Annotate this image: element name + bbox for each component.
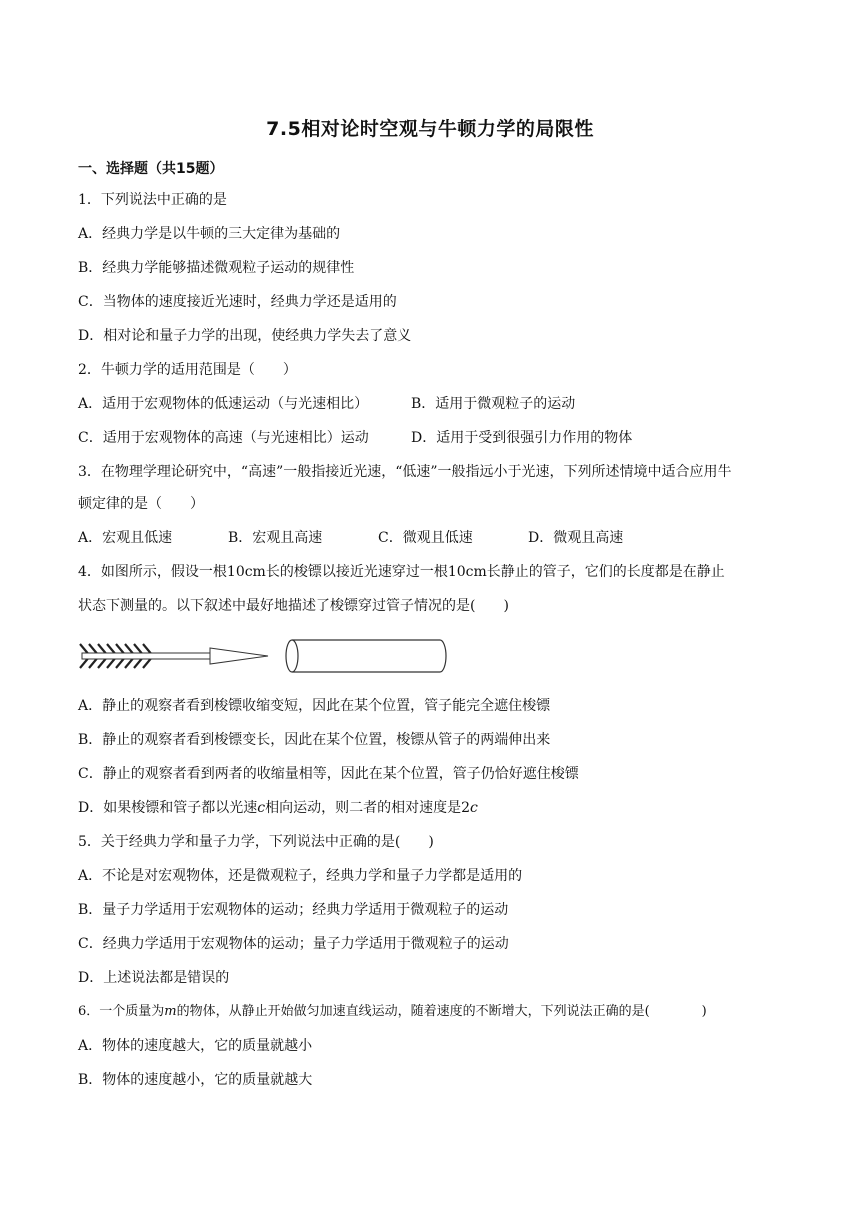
q3-option-b: B．宏观且高速 — [228, 530, 323, 546]
q1-option-c: C．当物体的速度接近光速时，经典力学还是适用的 — [78, 294, 397, 310]
q6-stem-var: m — [164, 1004, 177, 1019]
q4-option-c: C．静止的观察者看到两者的收缩量相等，因此在某个位置，管子仍恰好遮住梭镖 — [78, 766, 579, 782]
q5-option-a: A．不论是对宏观物体，还是微观粒子，经典力学和量子力学都是适用的 — [78, 868, 523, 884]
dart-and-tube-figure — [78, 636, 458, 680]
q3-option-a: A．宏观且低速 — [78, 530, 173, 546]
q4-option-d-prefix: D．如果梭镖和管子都以光速 — [78, 800, 258, 816]
question-4-stem-line1: 4．如图所示，假设一根10cm长的梭镖以接近光速穿过一根10cm长静止的管子，它们的长度都是在静止 — [78, 564, 725, 580]
q4-option-d — [78, 798, 478, 818]
q6-option-b: B．物体的速度越小，它的质量就越大 — [78, 1072, 313, 1088]
q6-option-a: A．物体的速度越大，它的质量就越小 — [78, 1038, 313, 1054]
q4-option-a: A．静止的观察者看到梭镖收缩变短，因此在某个位置，管子能完全遮住梭镖 — [78, 698, 551, 714]
page-title: 7.5相对论时空观与牛顿力学的局限性 — [266, 118, 594, 140]
question-6-stem — [78, 1002, 707, 1022]
q3-option-c: C．微观且低速 — [378, 530, 473, 546]
question-1-stem: 1．下列说法中正确的是 — [78, 192, 227, 208]
q6-stem-suffix: 的物体，从静止开始做匀加速直线运动，随着速度的不断增大，下列说法正确的是( ) — [176, 1004, 707, 1019]
question-2-stem: 2．牛顿力学的适用范围是（ ） — [78, 362, 297, 378]
q5-option-b: B．量子力学适用于宏观物体的运动；经典力学适用于微观粒子的运动 — [78, 902, 509, 918]
q2-option-a: A．适用于宏观物体的低速运动（与光速相比） — [78, 396, 369, 412]
dart-shaft — [82, 653, 210, 659]
q5-option-c: C．经典力学适用于宏观物体的运动；量子力学适用于微观粒子的运动 — [78, 936, 509, 952]
q1-option-a: A．经典力学是以牛顿的三大定律为基础的 — [78, 226, 341, 242]
section-heading: 一、选择题（共15题） — [78, 161, 224, 177]
q5-option-d: D．上述说法都是错误的 — [78, 970, 230, 986]
question-4-stem-line2: 状态下测量的。以下叙述中最好地描述了梭镖穿过管子情况的是( ) — [78, 598, 509, 614]
question-3-stem-line1: 3．在物理学理论研究中，“高速”一般指接近光速，“低速”一般指远小于光速，下列所述情境中适合应用牛 — [78, 464, 732, 480]
q4-option-b: B．静止的观察者看到梭镖变长，因此在某个位置，梭镖从管子的两端伸出来 — [78, 732, 551, 748]
q1-option-d: D．相对论和量子力学的出现，使经典力学失去了意义 — [78, 328, 412, 344]
tube — [286, 640, 446, 672]
question-3-stem-line2: 顿定律的是（ ） — [78, 496, 204, 512]
dart-head — [210, 648, 268, 664]
q4-option-d-mid: 相向运动，则二者的相对速度是2 — [265, 800, 470, 816]
q3-option-d: D．微观且高速 — [528, 530, 624, 546]
question-5-stem: 5．关于经典力学和量子力学，下列说法中正确的是( ) — [78, 834, 434, 850]
q1-option-b: B．经典力学能够描述微观粒子运动的规律性 — [78, 260, 355, 276]
q2-option-c: C．适用于宏观物体的高速（与光速相比）运动 — [78, 430, 369, 446]
q4-option-d-var: c — [257, 800, 266, 816]
q2-option-b: B．适用于微观粒子的运动 — [411, 396, 576, 412]
q4-option-d-var2: c — [470, 800, 478, 816]
q6-stem-prefix: 6．一个质量为 — [78, 1004, 165, 1019]
q2-option-d: D．适用于受到很强引力作用的物体 — [411, 430, 633, 446]
